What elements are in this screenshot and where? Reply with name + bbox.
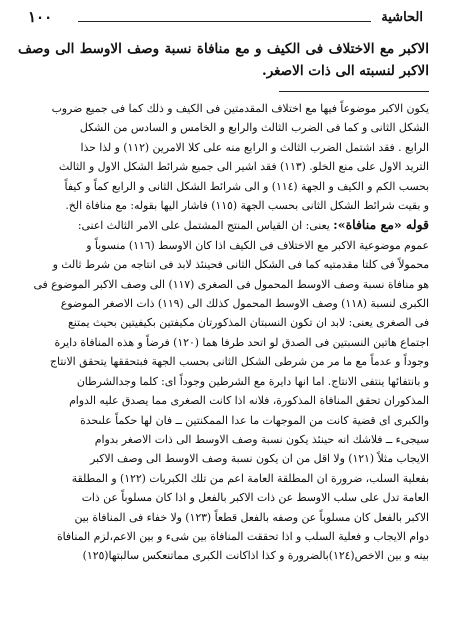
main-text-block (18, 38, 429, 82)
lemma-heading: قوله «مع منافاة»: (333, 217, 429, 233)
running-title: الحاشية (381, 10, 423, 25)
footnote-line: الشكل الثانى و كما فى الضرب الثالث والرابع و الخامس و السادس من الشكل (79, 121, 429, 135)
footnote-line: الكبرى لنسبة (١١٨) وصف الاوسط المحمول كذلك الى (١١٩) ذات الاصغر الموضوع (60, 297, 429, 311)
footnote-line: محمولاً فى كلتا مقدمتيه كما فى الشكل الثانى فحينئذ لابد فى انتاجه من شرط ثالث و (52, 258, 429, 272)
footnote-line: الرابع . فقد اشتمل الضرب الثالث و الرابع منه على كلا الامرين (١١٢) و لذا حذا (80, 140, 429, 154)
footnote-line: الايجاب مثلاً (١٢١) ولا اقل من ان يكون نسبة وصف الاوسط الى وصف الاكبر (90, 452, 429, 466)
footnote-line: والكبرى اى قضية كانت من الموجهات ما عدا الممكنتين ــ فان لها حكماً علىحدة (80, 413, 429, 427)
footnote-line: يكون الاكبر موضوعاً فيها مع اختلاف المقدمتين فى الكيف و ذلك كما فى جميع ضروب (51, 102, 429, 115)
footnote-line: اجتماع هاتين النسبتين فى الصدق لو اتحد طرفا هما (١٢٠) فرضاً و هذه المنافاة دايرة (54, 335, 429, 349)
footnote-line: بحسب الكم و الكيف و الجهة (١١٤) و الى شرائط الشكل الثانى و الرابع كماً و كيفاً (64, 179, 429, 193)
footnote-line: المذكوران تحقق المنافاة المذكورة، فلانه اذا كانت الصغرى مما يصدق عليه الدوام (69, 394, 429, 408)
header-rule (78, 21, 371, 22)
main-text-line: الاكبر لنسبته الى ذات الاصغر. (262, 63, 429, 79)
footnote-line: و بانتفائها ينتفى الانتاج. اما انها دايرة مع الشرطين وجوداً اى: كلما وجدالشرطان (76, 374, 429, 388)
lemma-commentary: يعنى: ان القياس المنتج المشتمل على الامر الثالث اعنى: (77, 219, 334, 233)
footnote-line: سيجىء ــ فلاشك انه حينئذ يكون نسبة وصف الاوسط الى ذات الاصغر بدوام (94, 432, 429, 446)
footnote-line: و بقيت شرائط الشكل الثانى بحسب الجهة (١١٥) فاشار اليها بقوله: مع منافاة الخ. (65, 199, 429, 213)
footnote-block (18, 99, 429, 566)
footnote-line: وجوداً و عدماً مع ما مر من شرطى الشكل الثانى بحسب الجهة فبتحققها يتحقق الانتاج (49, 355, 429, 369)
page-number: ١٠٠ (28, 8, 53, 26)
footnote-separator (279, 91, 429, 92)
footnote-line: عموم موضوعية الاكبر مع الاختلاف فى الكيف اذا كان الاوسط (١١٦) منسوباً و (86, 238, 429, 252)
footnote-line: الاكبر بالفعل كان مسلوباً عن وصفه بالفعل قطعاً (١٢٣) ولا خفاء فى المنافاة بين (74, 510, 429, 524)
footnote-line: فى الصغرى يعنى: لابد ان تكون النسبتان المذكورتان مكيفتين بكيفيتين بحيث يمتنع (67, 316, 429, 330)
footnote-line: دوام الايجاب و فعلية السلب و اذا تحققت المنافاة بين شىء و بين الاعم،لزم المنافاة (56, 529, 429, 543)
footnote-line: بفعلية السلب، ضرورة ان المطلقة العامة اعم من تلك الكبريات (١٢٢) و المطلقة (71, 471, 429, 485)
main-text-line: الاكبر مع الاختلاف فى الكيف و مع منافاة نسبة وصف الاوسط الى وصف (18, 41, 429, 57)
footnote-line: التريد الاول على منع الخلو. (١١٣) فقد اشير الى جميع شرائط الشكل الاول و الثالث (58, 160, 429, 174)
footnote-line: العامة تدل على سلب الاوسط عن ذات الاكبر بالفعل و اذا كان مسلوباً عن ذات (81, 491, 429, 505)
footnote-lemma-line (18, 215, 429, 235)
footnote-line: بينه و بين الاخص(١٢٤)بالضرورة و كذا اذاكانت الكبرى مماتنعكس سالبتها(١٢٥) (82, 549, 429, 563)
footnote-line: هو منافاة نسبة وصف الاوسط المحمول فى الصغرى (١١٧) الى وصف الاكبر الموضوع فى (33, 277, 429, 291)
